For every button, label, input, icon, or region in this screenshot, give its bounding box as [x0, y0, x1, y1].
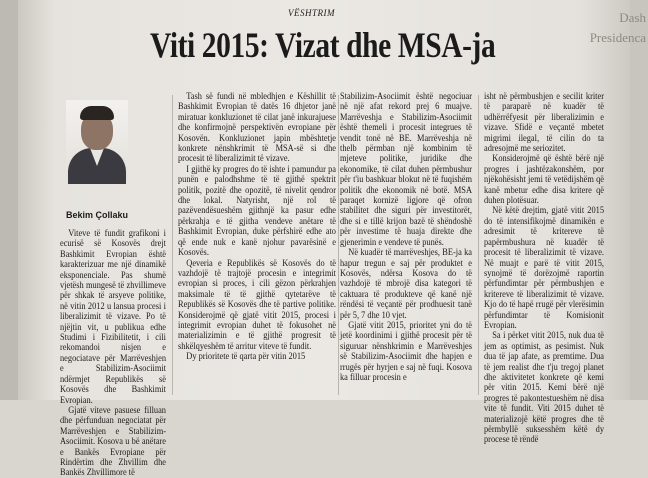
paragraph: Sa i përket vitit 2015, nuk dua të jem as optimist, as pesimist. Nuk dua të jap afate, as premtime. Dua të jem realist dhe t'ju tregoj planet dhe aktivitetet konkrete që kemi për vitin 2015. Kemi bërë një progres të pakontestueshëm në disa vite të fundit. Viti 2015 duhet të materializojë këtë progres dhe të përmbyllë suksesshëm këtë dy procese të rëndë [484, 330, 605, 445]
article-column-4 [484, 91, 605, 445]
article-column-3 [340, 91, 472, 400]
paragraph: I gjithë ky progres do të ishte i pamundur pa punën e palodhshme të të gjithë spektrit politik, pozitë dhe opozitë, të nivelit qendror dhe lokal. Natyrisht, një rol të pazëvendësueshëm gjithnjë ka pasur edhe përkrahja e të gjitha vendeve anëtare të Bashkimit Evropian, duke përfshirë edhe ato që ende nuk e kanë njohur pavarësinë e Kosovës. [178, 163, 336, 258]
paragraph: isht në përmbushjen e secilit kriter të paraparë në kuadër të udhërrëfyesit për liberalizimin e vizave. Sfidë e veçantë mbetet migrimi ilegal, të cilin do ta adresojmë me seriozitet. [484, 91, 605, 154]
article-column-2 [178, 91, 336, 400]
paragraph: Gjatë vitit 2015, prioritet yni do të jetë koordinimi i gjithë procesit për të siguruar nënshkrimin e Marrëveshjes së Stabilizim-Asociimit dhe hapjen e rrugës për hyrjen e saj në fuqi. Kosova ka filluar procesin e [340, 319, 472, 382]
paragraph: Në kuadër të marrëveshjes, BE-ja ka hapur tregun e saj për produktet e Kosovës, ndërsa Kosova do të vazhdojë të mbrojë disa kategori të caktuara të produkteve që kanë një rëndësi të veçantë për prodhuesit tanë për 5, 7 dhe 10 vjet. [340, 247, 472, 320]
article-column-1 [60, 228, 167, 478]
paragraph: Konsiderojmë që është bërë një progres i jashtëzakonshëm, por njëkohësisht jemi të vetëdijshëm që kanë mbetur edhe disa kritere që duhen plotësuar. [484, 153, 605, 206]
paragraph: Në këtë drejtim, gjatë vitit 2015 do të intensifikojmë dinamikën e adresimit të kritereve të papërmbushura në kuadër të procesit të liberalizimit të vizave. Në muajt e parë të vitit 2015, synojmë të dorëzojmë raportin përfundimtar për përmbushjen e kritereve të liberalizimit të vizave. Kjo do të hapë rrugë për vlerësimin përfundimtar të Komisionit Evropian. [484, 205, 605, 330]
column-divider [478, 95, 479, 395]
paragraph: Stabilizim-Asociimit është negociuar në një afat rekord prej 6 muajve. Marrëveshja e Stabilizim-Asociimit është themeli i procesit integrues të vendit tonë në BE. Marrëveshja në thelb përmban një kombinim të mjeteve politike, juridike dhe ekonomike, të cilat duhen përmbushur për t'iu bashkuar blokut në të fuqishëm politik dhe ekonomik në botë. MSA paraqet kornizë ligjore që ofron stabilitet dhe siguri për investitorët, dhe si e tillë krijon bazë të shëndoshë për investime të huaja direkte dhe gjenerimin e vendeve të punës. [340, 91, 472, 247]
author-byline: Bekim Çollaku [66, 210, 129, 220]
edge-text-2: Presidenca [589, 30, 646, 45]
column-divider [172, 95, 173, 395]
paragraph: Viteve të fundit grafikoni i ecurisë së Kosovës drejt Bashkimit Evropian është karakterizuar me një dinamikë eksponenciale. Pas shumë vjetësh mungesë të zhvillimeve për shkak të arsyeve politike, në vitin 2012 u lansua procesi i liberalizimit të vizave. Po të njëjtin vit, u publikua edhe Studimi i Fizibilitetit, i cili rekomandoi nisjen e negociatave për Marrëveshjen e Stabilizim-Asociimit ndërmjet Republikës së Kosovës dhe Bashkimit Evropian. [60, 228, 167, 405]
headline: Viti 2015: Vizat dhe MSA-ja [150, 25, 496, 65]
paragraph: Dy prioritete të qarta për vitin 2015 [186, 351, 306, 362]
adjacent-page-edge [589, 0, 648, 400]
column-divider [338, 95, 339, 395]
page-left-edge [0, 0, 18, 400]
edge-text-1: Dash [619, 10, 646, 25]
paragraph: Tash së fundi në mbledhjen e Këshillit të Bashkimit Evropian të datës 16 dhjetor janë miratuar konkluzionet të cilat janë inkurajuese dhe konfirmojnë perspektivën evropiane për Kosovën. Konkluzionet japin mbështetje konkrete nënshkrimit të MSA-së si dhe procesit të liberalizimit të vizave. [178, 91, 336, 164]
paragraph: Qeveria e Republikës së Kosovës do të vazhdojë të trajtojë procesin e integrimit evropian si proces, i cili gëzon përkrahjen maksimale të të gjithë qytetarëve të Republikës së Kosovës dhe të partive politike. Konsiderojmë që gjatë vitit 2015, procesi i integrimit evropian duhet të fokusohet në materializimin e të gjithë progresit të shkëlqyeshëm të arritur viteve të fundit. [178, 257, 336, 351]
paragraph: Gjatë viteve pasuese filluan dhe përfunduan negociatat për Marrëveshjen e Stabilizim- Asociimit. Kosova u bë anëtare e Bankës Evropiane për Rindërtim dhe Zhvillim dhe Bankës Zhvillimore të [60, 404, 167, 478]
section-label: VËSHTRIM [288, 8, 335, 18]
author-photo [66, 100, 128, 178]
